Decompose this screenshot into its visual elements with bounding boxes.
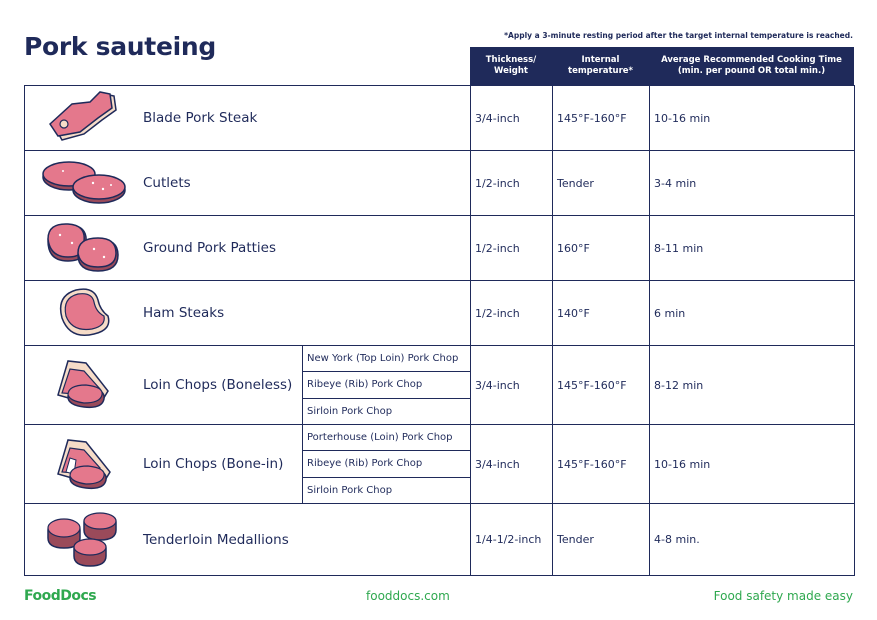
resting-note: *Apply a 3-minute resting period after the target internal temperature is reached. [504,31,853,40]
item-cell [25,86,471,151]
item-cell [25,504,471,576]
thickness-cell: 1/2-inch [471,151,553,216]
time-cell: 8-12 min [650,346,855,425]
item-cell [25,425,303,504]
bone-in-chop-icon [52,434,116,494]
thickness-cell: 3/4-inch [471,346,553,425]
thickness-cell: 3/4-inch [471,86,553,151]
header-temperature-line2: temperature* [568,66,633,76]
sub-cut: Ribeye (Rib) Pork Chop [303,372,471,398]
temperature-cell: 145°F-160°F [553,425,650,504]
table-row [25,216,855,281]
item-cell [25,281,471,346]
sub-cut: Porterhouse (Loin) Pork Chop [303,425,471,451]
item-name: Loin Chops (Boneless) [143,377,293,393]
header-thickness-line1: Thickness/ [485,55,537,65]
header-time-line1: Average Recommended Cooking Time [661,55,842,65]
item-name: Tenderloin Medallions [143,531,289,548]
header-time [649,47,854,85]
time-cell: 8-11 min [650,216,855,281]
item-name: Ham Steaks [143,305,225,321]
table-row [25,151,855,216]
time-cell: 4-8 min. [650,504,855,576]
header-time-line2: (min. per pound OR total min.) [677,66,826,76]
temperature-cell: 160°F [553,216,650,281]
ham-steak-icon [54,286,114,340]
table-row [25,346,855,372]
thickness-cell: 1/2-inch [471,281,553,346]
sub-cut: Sirloin Pork Chop [303,398,471,424]
time-cell: 10-16 min [650,86,855,151]
thickness-cell: 3/4-inch [471,425,553,504]
cooking-table [24,85,855,576]
sub-cut: Ribeye (Rib) Pork Chop [303,451,471,477]
item-cell [25,216,471,281]
page-title: Pork sauteing [24,32,216,61]
time-cell: 10-16 min [650,425,855,504]
item-name: Loin Chops (Bone-in) [143,456,284,472]
time-cell: 3-4 min [650,151,855,216]
time-cell: 6 min [650,281,855,346]
header-temperature [552,47,649,85]
footer-url-link[interactable]: fooddocs.com [366,589,450,603]
item-cell [25,151,471,216]
pork-steak-icon [44,90,124,146]
item-cell [25,346,303,425]
table-row [25,504,855,576]
loin-chop-icon [52,355,116,415]
item-name: Ground Pork Patties [143,240,277,256]
footer-tagline: Food safety made easy [713,589,853,603]
patties-icon [44,221,124,275]
header-thickness [470,47,552,85]
temperature-cell: 140°F [553,281,650,346]
medallions-icon [44,510,124,570]
temperature-cell: Tender [553,504,650,576]
sub-cut: Sirloin Pork Chop [303,477,471,503]
temperature-cell: 145°F-160°F [553,86,650,151]
thickness-cell: 1/4-1/2-inch [471,504,553,576]
header-temperature-line1: Internal [581,55,620,65]
temperature-cell: 145°F-160°F [553,346,650,425]
table-row [25,281,855,346]
item-name: Blade Pork Steak [143,110,258,126]
fooddocs-logo[interactable]: FoodDocs [24,588,97,604]
header-thickness-line2: Weight [494,66,528,76]
thickness-cell: 1/2-inch [471,216,553,281]
sub-cut: New York (Top Loin) Pork Chop [303,346,471,372]
temperature-cell: Tender [553,151,650,216]
table-row [25,86,855,151]
table-row [25,425,855,451]
cutlets-icon [41,159,127,207]
item-name: Cutlets [143,175,191,191]
